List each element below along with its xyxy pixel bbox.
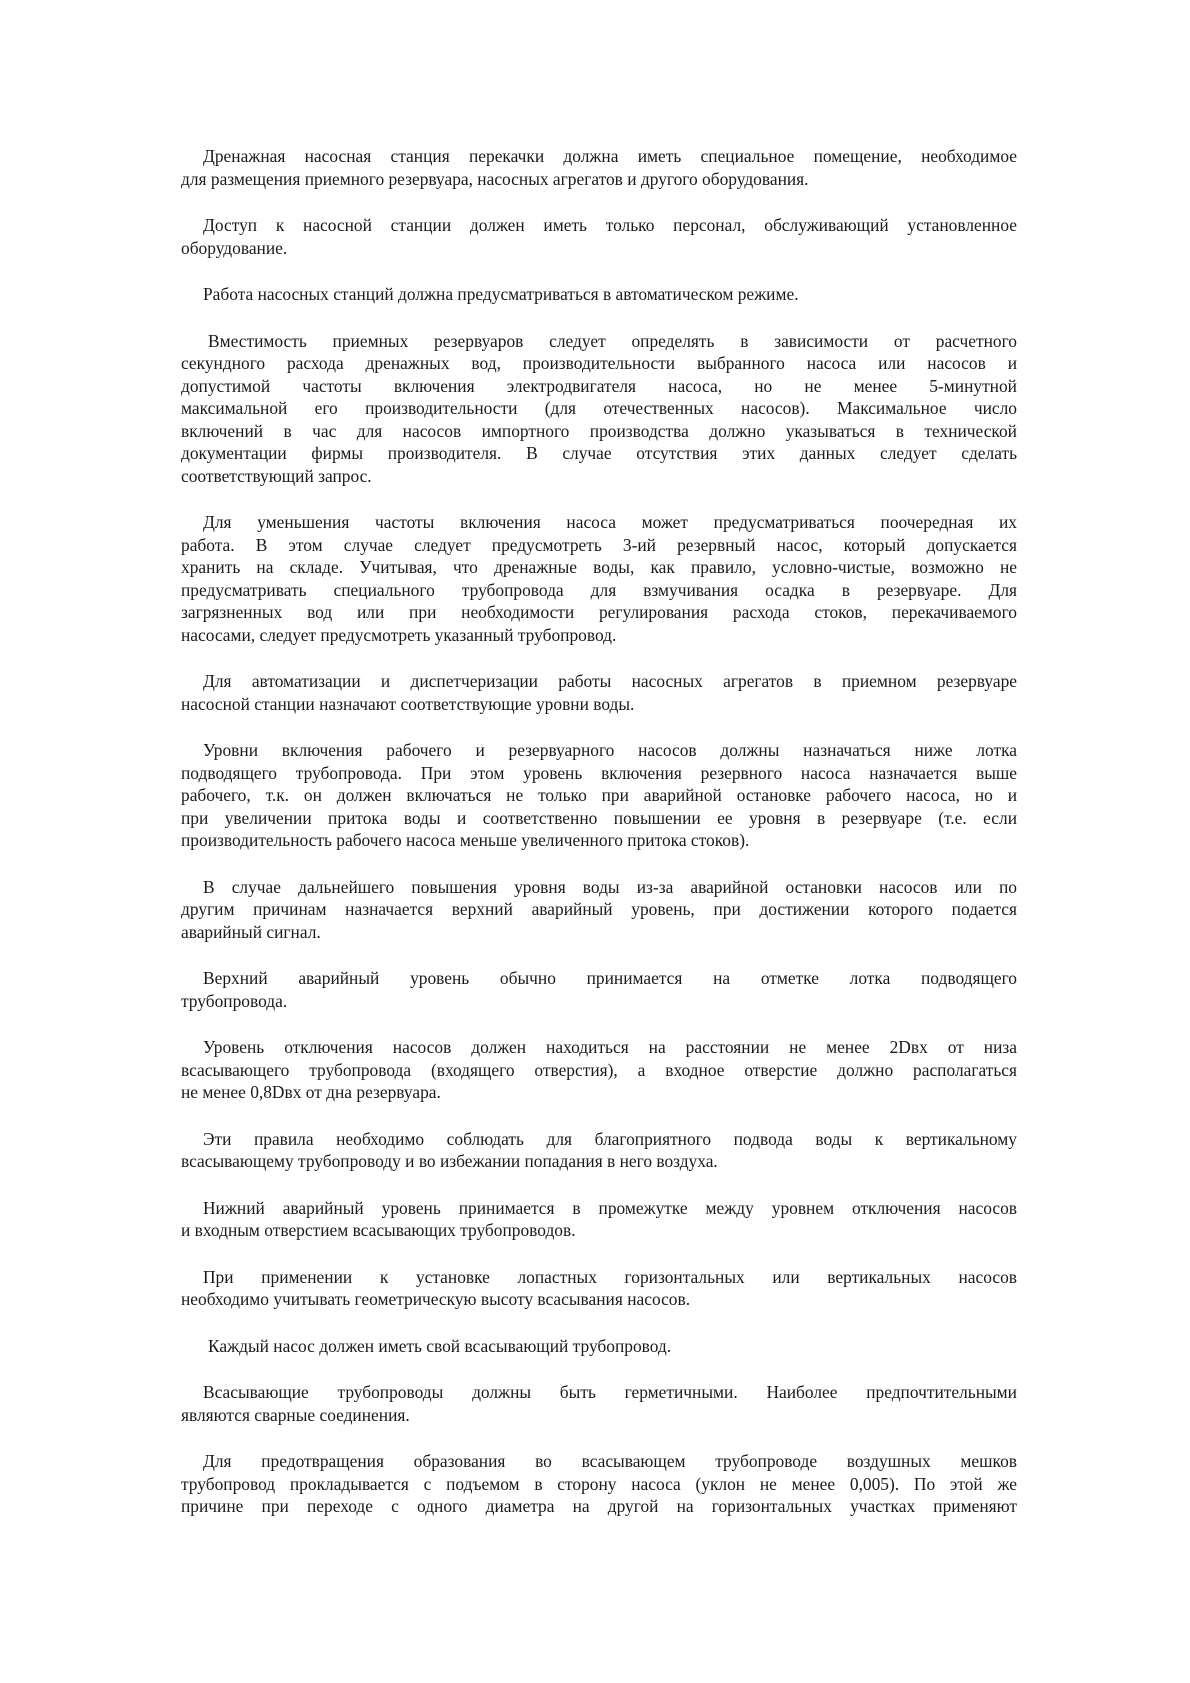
- paragraph-line: допустимой частоты включения электродвигателя насоса, но не менее 5-минутной: [181, 375, 1017, 396]
- paragraph-line: загрязненных вод или при необходимости регулирования расхода стоков, перекачиваемого: [181, 602, 1017, 622]
- paragraph: [181, 283, 1017, 306]
- paragraph-line: всасывающему трубопроводу и во избежании попадания в него воздуха.: [181, 1151, 718, 1171]
- paragraph-line: для размещения приемного резервуара, насосных агрегатов и другого оборудования.: [181, 168, 809, 189]
- paragraph: [181, 1197, 1017, 1242]
- paragraph-line: при увеличении притока воды и соответственно повышении ее уровня в резервуаре (т.е. если: [181, 807, 1017, 828]
- paragraph-line: необходимо учитывать геометрическую высоту всасывания насосов.: [181, 1289, 691, 1309]
- paragraph-line: всасывающего трубопровода (входящего отверстия), а входное отверстие должно располагаться: [181, 1059, 1017, 1080]
- paragraph-line: предусматривать специального трубопровода для взмучивания осадка в резервуаре. Для: [181, 579, 1017, 600]
- paragraph: [181, 1128, 1017, 1173]
- paragraph-line: Верхний аварийный уровень обычно принимается на отметке лотка подводящего: [203, 968, 1017, 988]
- paragraph-line: рабочего, т.к. он должен включаться не только при аварийной остановке рабочего насоса, но и: [181, 785, 1017, 805]
- paragraph: [181, 511, 1017, 646]
- paragraph: [181, 1450, 1017, 1518]
- paragraph-line: трубопровода.: [181, 990, 288, 1011]
- paragraph-line: причине при переходе с одного диаметра на другой на горизонтальных участках применяют: [181, 1496, 1017, 1516]
- paragraph-line: и входным отверстием всасывающих трубопроводов.: [181, 1220, 576, 1240]
- paragraph-line: трубопровод прокладывается с подъемом в сторону насоса (уклон не менее 0,005). По этой же: [181, 1473, 1017, 1494]
- paragraph-line: насосной станции назначают соответствующие уровни воды.: [181, 693, 635, 714]
- paragraph-line: Эти правила необходимо соблюдать для благоприятного подвода воды к вертикальному: [203, 1128, 1017, 1149]
- paragraph-line: секундного расхода дренажных вод, производительности выбранного насоса или насосов и: [181, 353, 1017, 373]
- paragraph-line: Уровень отключения насосов должен находиться на расстоянии не менее 2Dвх от низа: [203, 1037, 1017, 1057]
- paragraph-line: При применении к установке лопастных горизонтальных или вертикальных насосов: [203, 1266, 1017, 1287]
- paragraph-line: Каждый насос должен иметь свой всасывающий трубопровод.: [208, 1335, 672, 1356]
- paragraph-line: аварийный сигнал.: [181, 921, 321, 942]
- paragraph-line: максимальной его производительности (для отечественных насосов). Максимальное число: [181, 398, 1017, 418]
- paragraph: [181, 967, 1017, 1012]
- paragraph-line: не менее 0,8Dвх от дна резервуара.: [181, 1082, 441, 1102]
- paragraph: [181, 1266, 1017, 1311]
- paragraph: [181, 1036, 1017, 1104]
- document-body: [181, 145, 1017, 1542]
- paragraph: [181, 739, 1017, 852]
- paragraph: [181, 145, 1017, 190]
- paragraph-line: документации фирмы производителя. В случае отсутствия этих данных следует сделать: [181, 443, 1017, 463]
- paragraph-line: Уровни включения рабочего и резервуарного насосов должны назначаться ниже лотка: [203, 740, 1017, 760]
- paragraph-line: Доступ к насосной станции должен иметь только персонал, обслуживающий установленное: [203, 215, 1017, 235]
- paragraph-line: подводящего трубопровода. При этом уровень включения резервного насоса назначается выше: [181, 762, 1017, 783]
- paragraph-line: хранить на складе. Учитывая, что дренажные воды, как правило, условно-чистые, возможно не: [181, 557, 1017, 577]
- paragraph-line: Для автоматизации и диспетчеризации работы насосных агрегатов в приемном резервуаре: [203, 671, 1017, 691]
- paragraph: [181, 876, 1017, 944]
- paragraph-line: производительность рабочего насоса меньше увеличенного притока стоков).: [181, 830, 750, 850]
- paragraph-line: В случае дальнейшего повышения уровня воды из-за аварийной остановки насосов или по: [203, 876, 1017, 897]
- paragraph-line: Для уменьшения частоты включения насоса может предусматриваться поочередная их: [203, 512, 1017, 532]
- paragraph-line: насосами, следует предусмотреть указанный трубопровод.: [181, 624, 617, 645]
- paragraph-line: Вместимость приемных резервуаров следует определять в зависимости от расчетного: [208, 330, 1017, 351]
- paragraph-line: работа. В этом случае следует предусмотреть 3-ий резервный насос, который допускается: [181, 534, 1017, 555]
- paragraph: [181, 1335, 1017, 1358]
- paragraph: [181, 670, 1017, 715]
- paragraph-line: Работа насосных станций должна предусматриваться в автоматическом режиме.: [203, 284, 799, 304]
- paragraph-line: Дренажная насосная станция перекачки должна иметь специальное помещение, необходимое: [203, 146, 1017, 166]
- paragraph-line: включений в час для насосов импортного производства должно указываться в технической: [181, 420, 1017, 441]
- paragraph-line: Для предотвращения образования во всасывающем трубопроводе воздушных мешков: [203, 1451, 1017, 1471]
- paragraph: [181, 330, 1017, 488]
- paragraph: [181, 214, 1017, 259]
- paragraph-line: Нижний аварийный уровень принимается в промежутке между уровнем отключения насосов: [203, 1197, 1017, 1218]
- paragraph-line: Всасывающие трубопроводы должны быть герметичными. Наиболее предпочтительными: [203, 1382, 1017, 1402]
- paragraph-line: оборудование.: [181, 237, 288, 258]
- paragraph: [181, 1381, 1017, 1426]
- paragraph-line: соответствующий запрос.: [181, 465, 372, 486]
- paragraph-line: являются сварные соединения.: [181, 1404, 410, 1425]
- paragraph-line: другим причинам назначается верхний аварийный уровень, при достижении которого подается: [181, 899, 1017, 919]
